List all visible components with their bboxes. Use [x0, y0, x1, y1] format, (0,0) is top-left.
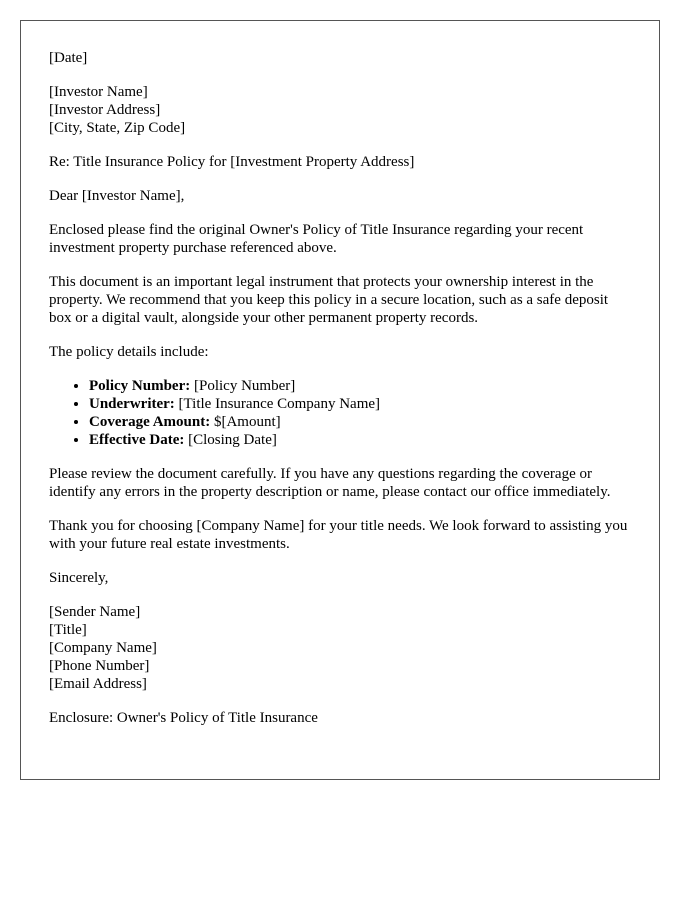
policy-detail-item	[89, 395, 631, 413]
policy-detail-value: [Closing Date]	[188, 432, 277, 448]
salutation: Dear [Investor Name],	[49, 188, 185, 204]
policy-detail-value: [Policy Number]	[193, 378, 296, 394]
sender-name: [Sender Name]	[49, 604, 141, 620]
policy-detail-item	[89, 413, 631, 431]
recipient-address: [Investor Address]	[49, 102, 161, 118]
letter-page	[20, 20, 660, 780]
enclosure-line: Enclosure: Owner's Policy of Title Insurance	[49, 710, 318, 726]
policy-detail-label: Policy Number:	[89, 378, 191, 394]
policy-detail-label: Coverage Amount:	[89, 414, 211, 430]
policy-detail-item	[89, 431, 631, 449]
letter-date: [Date]	[49, 50, 88, 66]
sender-email: [Email Address]	[49, 676, 147, 692]
closing: Sincerely,	[49, 570, 109, 586]
policy-detail-value: [Title Insurance Company Name]	[178, 396, 381, 412]
policy-detail-item	[89, 377, 631, 395]
paragraph-thanks: Thank you for choosing [Company Name] for your title needs. We look forward to assisting you with your future real estate investments.	[49, 518, 628, 552]
sender-company: [Company Name]	[49, 640, 157, 656]
paragraph-importance: This document is an important legal instrument that protects your ownership interest in the property. We recommend that you keep this policy in a secure location, such as a safe deposit box or a digital vault, alongside your other permanent property records.	[49, 274, 609, 326]
sender-block	[49, 603, 631, 693]
recipient-block	[49, 83, 631, 137]
policy-detail-label: Underwriter:	[89, 396, 175, 412]
sender-title: [Title]	[49, 622, 87, 638]
policy-detail-value: $[Amount]	[213, 414, 281, 430]
sender-phone: [Phone Number]	[49, 658, 150, 674]
policy-detail-label: Effective Date:	[89, 432, 185, 448]
recipient-name: [Investor Name]	[49, 84, 148, 100]
recipient-city-state-zip: [City, State, Zip Code]	[49, 120, 186, 136]
paragraph-review: Please review the document carefully. If you have any questions regarding the coverage or identify any errors in the property description or name, please contact our office immediately.	[49, 466, 611, 500]
paragraph-details-intro: The policy details include:	[49, 344, 209, 360]
policy-details-list	[49, 377, 631, 449]
subject-line: Re: Title Insurance Policy for [Investment Property Address]	[49, 154, 415, 170]
paragraph-enclosed: Enclosed please find the original Owner's Policy of Title Insurance regarding your recent investment property purchase referenced above.	[49, 222, 584, 256]
